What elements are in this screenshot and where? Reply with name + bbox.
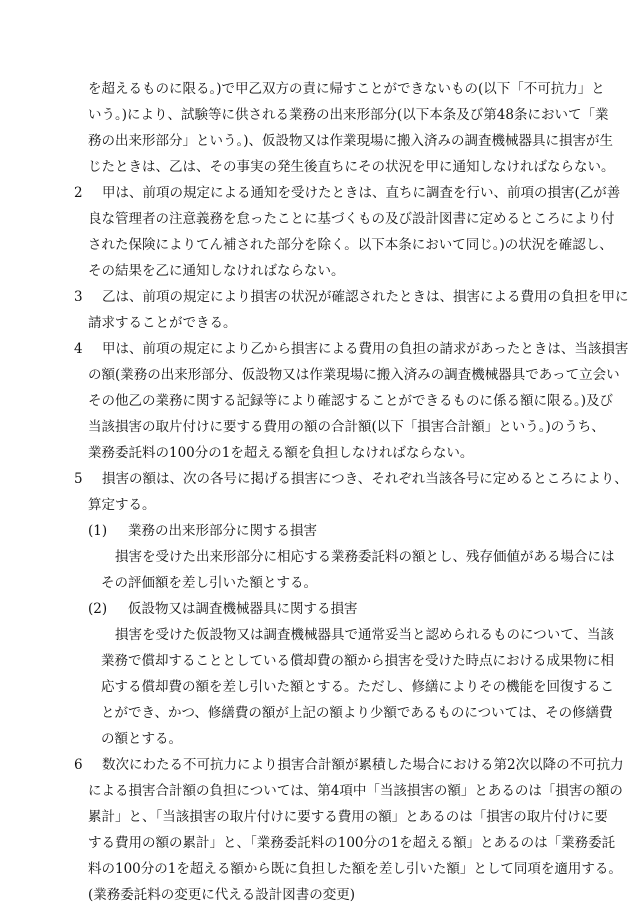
text-line: の額とする。 [101,731,182,747]
text-line: 累計」と、「当該損害の取片付けに要する費用の額」とあるのは「損害の取片付けに要 [88,809,608,825]
text-line: 損害を受けた出来形部分に相応する業務委託料の額とし、残存価値がある場合には [115,549,615,565]
text-line: とができ、かつ、修繕費の額が上記の額より少額であるものについては、その修繕費 [101,705,613,721]
text-line: 当該損害の取片付けに要する費用の額の合計額(以下「損害合計額」という。)のうち、 [88,419,605,435]
text-line: の額(業務の出来形部分、仮設物又は作業現場に搬入済みの調査機械器具であって立会い [88,367,620,383]
text-line: 請求することができる。 [88,315,237,331]
text-line: による損害合計額の負担については、第4項中「当該損害の額」とあるのは「損害の額の [88,783,623,799]
subitem-number: (2) [88,601,108,617]
text-line: 数次にわたる不可抗力により損害合計額が累積した場合における第2次以降の不可抗力 [102,757,624,773]
text-line: その評価額を差し引いた額とする。 [101,575,317,591]
text-line: 業務委託料の100分の1を超える額を負担しなければならない。 [88,445,474,461]
text-line: された保険によりてん補された部分を除く。以下本条において同じ。)の状況を確認し、 [88,237,613,253]
paragraph-number: 3 [74,289,83,305]
text-line: 業務で償却することとしている償却費の額から損害を受けた時点における成果物に相 [101,653,614,669]
subitem-number: (1) [88,523,108,539]
text-line: 良な管理者の注意義務を怠ったことに基づくもの及び設計図書に定めるところにより付 [88,211,615,227]
paragraph-number: 2 [74,185,83,201]
section-heading: (業務委託料の変更に代える設計図書の変更) [88,887,356,903]
paragraph-number: 5 [74,471,83,487]
text-line: その他乙の業務に関する記録等により確認することができるものに係る額に限る。)及び [88,393,614,409]
text-line: を超えるものに限る。)で甲乙双方の責に帰すことができないもの(以下「不可抗力」と [88,81,605,97]
text-line: 甲は、前項の規定による通知を受けたときは、直ちに調査を行い、前項の損害(乙が善 [102,185,621,201]
text-line: 料の100分の1を超える額から既に負担した額を差し引いた額」として同項を適用する。 [88,861,622,877]
text-line: 甲は、前項の規定により乙から損害による費用の負担の請求があったときは、当該損害 [102,341,629,357]
text-line: 算定する。 [88,497,156,513]
text-line: 務の出来形部分」という。)、仮設物又は作業現場に搬入済みの調査機械器具に損害が生 [88,133,614,149]
subitem-heading: 仮設物又は調査機械器具に関する損害 [128,601,358,617]
text-line: する費用の額の累計」と、「業務委託料の100分の1を超える額」とあるのは「業務委託 [88,835,616,851]
paragraph-number: 6 [74,757,83,773]
text-line: 損害を受けた仮設物又は調査機械器具で通常妥当と認められるものについて、当該 [115,627,614,643]
subitem-heading: 業務の出来形部分に関する損害 [128,523,317,539]
text-line: じたときは、乙は、その事実の発生後直ちにその状況を甲に通知しなければならない。 [88,159,615,175]
text-line: 応する償却費の額を差し引いた額とする。ただし、修繕によりその機能を回復するこ [101,679,614,695]
paragraph-number: 4 [74,341,83,357]
text-line: 乙は、前項の規定により損害の状況が確認されたときは、損害による費用の負担を甲に [102,289,629,305]
text-line: その結果を乙に通知しなければならない。 [88,263,345,279]
text-line: 損害の額は、次の各号に掲げる損害につき、それぞれ当該各号に定めるところにより、 [102,471,628,487]
text-line: いう。)により、試験等に供される業務の出来形部分(以下本条及び第48条において「業 [88,107,609,123]
